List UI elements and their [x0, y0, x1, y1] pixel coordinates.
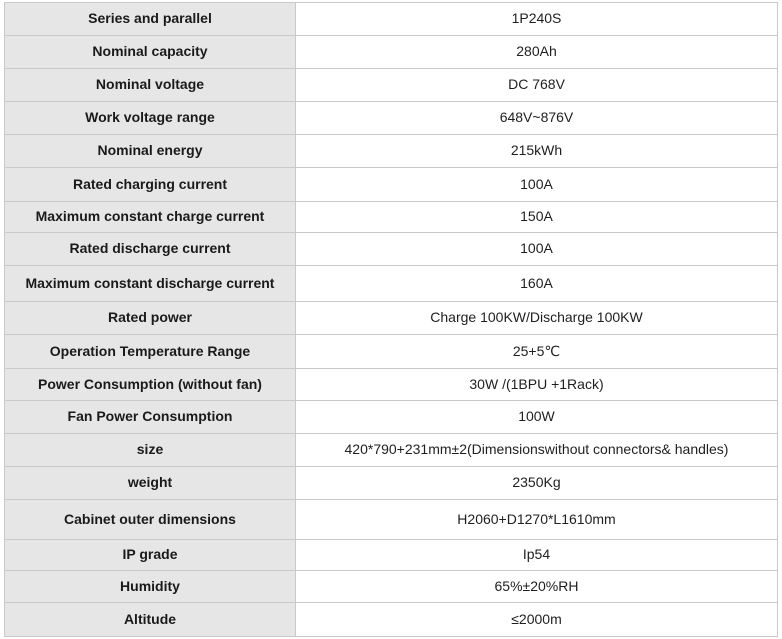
spec-value: 280Ah	[296, 36, 778, 69]
spec-label: Rated discharge current	[5, 233, 296, 266]
spec-label: Cabinet outer dimensions	[5, 500, 296, 540]
spec-label: Fan Power Consumption	[5, 401, 296, 434]
spec-value: 100A	[296, 168, 778, 202]
table-row	[5, 434, 778, 467]
spec-label: Maximum constant charge current	[5, 202, 296, 233]
spec-label: Nominal voltage	[5, 69, 296, 102]
spec-value: 215kWh	[296, 135, 778, 168]
table-row	[5, 36, 778, 69]
spec-label: Rated power	[5, 302, 296, 335]
table-row	[5, 3, 778, 36]
spec-label: Series and parallel	[5, 3, 296, 36]
spec-value: 160A	[296, 266, 778, 302]
table-row	[5, 102, 778, 135]
table-row	[5, 302, 778, 335]
spec-label: Work voltage range	[5, 102, 296, 135]
table-row	[5, 467, 778, 500]
table-row	[5, 233, 778, 266]
spec-label: Altitude	[5, 603, 296, 637]
table-row	[5, 401, 778, 434]
spec-value: DC 768V	[296, 69, 778, 102]
specification-table	[4, 2, 778, 637]
spec-label: Rated charging current	[5, 168, 296, 202]
table-row	[5, 135, 778, 168]
spec-value: 2350Kg	[296, 467, 778, 500]
table-row	[5, 540, 778, 571]
spec-label: Nominal capacity	[5, 36, 296, 69]
table-row	[5, 202, 778, 233]
table-row	[5, 266, 778, 302]
spec-value: 1P240S	[296, 3, 778, 36]
spec-value: 150A	[296, 202, 778, 233]
spec-label: size	[5, 434, 296, 467]
spec-value: H2060+D1270*L1610mm	[296, 500, 778, 540]
table-row	[5, 69, 778, 102]
spec-label: Operation Temperature Range	[5, 335, 296, 369]
spec-value: 100W	[296, 401, 778, 434]
spec-label: IP grade	[5, 540, 296, 571]
spec-value: 648V~876V	[296, 102, 778, 135]
spec-label: weight	[5, 467, 296, 500]
spec-value: 65%±20%RH	[296, 571, 778, 603]
table-row	[5, 500, 778, 540]
spec-value: 25+5℃	[296, 335, 778, 369]
spec-value: 420*790+231mm±2(Dimensionswithout connectors& handles)	[296, 434, 778, 467]
table-row	[5, 369, 778, 401]
table-row	[5, 335, 778, 369]
spec-value: Charge 100KW/Discharge 100KW	[296, 302, 778, 335]
spec-label: Nominal energy	[5, 135, 296, 168]
spec-value: Ip54	[296, 540, 778, 571]
spec-value: ≤2000m	[296, 603, 778, 637]
spec-value: 100A	[296, 233, 778, 266]
spec-value: 30W /(1BPU +1Rack)	[296, 369, 778, 401]
table-row	[5, 571, 778, 603]
spec-label: Power Consumption (without fan)	[5, 369, 296, 401]
table-row	[5, 603, 778, 637]
spec-label: Maximum constant discharge current	[5, 266, 296, 302]
table-row	[5, 168, 778, 202]
spec-label: Humidity	[5, 571, 296, 603]
